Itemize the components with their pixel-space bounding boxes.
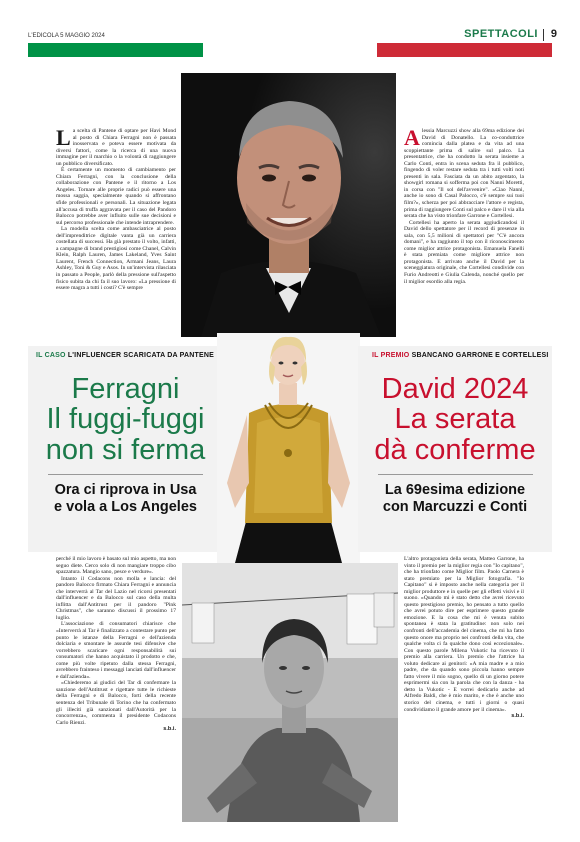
headline-line: David 2024 [381,373,529,405]
right-article-column-top [404,128,524,342]
headline-line: Il fuggi-fuggi [46,403,205,436]
photo-chiara-ferragni [217,333,360,563]
paragraph: Cortellesi ha aperto la serata aggiudicandosi il David dello spettatore per il record di presenze in sala, con 5,5 milioni di spettatori per "C'è ancora domani", e ha raggiunto il top con il riconoscimento come miglior attrice protagonista. Emanuela Fanelli è stata premiata come migliore attrice non protagonista. E arrivato anche il David per la sceneggiatura originale, che Cortellesi condivide con Furio Andreotti e Giulia Calenda, nonché quello per il miglior esordio alla regia. [404,219,524,285]
paragraph: L'altro protagonista della serata, Matteo Garrone, ha vinto il premio per la miglior regia con "Io capitano", che ha trionfato come Miglior film. Paolo Carnera è stato premiato per la Miglior fotografia. "Io Capitano" si è imposto anche nella categoria per il miglior produttore e in quelle per gli effetti visivi e il suono. «Quando mi è stato detto che avrei ricevuto questo prestigioso premio, ho pensato a tutto quello che avrei potuto dire per esprimere questo grande emozione. E la cosa che mi è venuta subito spontanea è stata la gratitudine: non solo nei confronti dell'accademia del cinema, che mi ha fatto questo onore ma proprio nei confronti della vita, che qualche volta ci fa qualche dono così eccezionale». Con questo parole Milena Vukotic ha ricevuto il premio alla carriera. Un premio che l'attrice ha voluto dedicare ai genitori: «A mia madre e a mio padre, che da quando sono piccola hanno sempre fatto vivere il mio sogno, quello di un giorno potere esprimermi sia con la parola che con la danza - ha detto la Vukotic - E vorrei dedicarlo anche ad Alfredo Baldi, che è mio marito, e che è anche uno storico del cinema, e tutti i giorni o quasi condividiamo il grande amore per il cinema». [404,556,524,713]
kicker-label: IL CASO [36,352,66,359]
portrait-illustration [217,333,360,563]
section-title: SPETTACOLI [464,28,538,40]
paragraph: lessia Marcuzzi show alla 69ma edizione dei David di Donatello. La co-conduttrice comincia dalla platea e da vita ad una scoppiettante prima di salire sul palco. La presentatrice, che ha condotto la serata insieme a Carlo Conti, entra in scena seduta fra il pubblico, fingendo di voler restare seduta tra i tutti volti noti presenti in sala. Fasciata da un abito argentato, la showgirl romana si sofferma poi con Nanni Moretti, in corsa con "Il sol dell'avvenire". «Ciao Nanni, anche io sono di Casal Palocco, c'è sempre sui tuoi film?», scherza per poi abbracciare l'attore e regista, prima di raggiungere Conti sul palco e dare il via alla serata che ha visto trionfare Garrone e Cortellesi. [404,128,524,220]
paragraph: L'associazione di consumatori chiarisce che «Interverrà al Tar è finalizzato a contestare punto per punto le istanze della Ferragni e dell'azienda dolciaria e smontare le assurde tesi difensive che vorrebbero scaricare ogni responsabilità sui consumatori che hanno acquistato il prodotto e che, come più volte ripetuto dalla stessa Ferragni, avrebbero frainteso i messaggi lanciati dall'influencer e dall'azienda». [56,621,176,680]
paragraph: Intanto il Codacons non molla e lancia: del pandoro Balocco firmato Chiara Ferragni e annuncia che interverrà al Tar del Lazio nel ricorsi presentati dall'influencer e da Balocco sul caso della multa inflitta dall'Antitrust per il pandoro "Pink Christmas", che saranno discussi il prossimo 17 luglio. [56,575,176,621]
left-article-column-bottom [56,556,176,816]
header-separator [543,29,544,41]
subhead-line: Ora ci riprova in Usa [54,482,197,498]
subhead-line: La 69esima edizione [384,482,526,498]
photo-matteo-garrone [181,73,396,337]
left-subhead [28,482,223,516]
paragraph: La modella scelta come ambasciatrice al posto dell'imprenditrice digitale vanta già un carriera costellata di successi. Ha già prestato il volto, infatti, a campagne di brand prestigiosi come Chanel, Calvin Klein, Ralph Lauren, James Lakeland, Yves Saint Laurent, French Connection, Armani Jeans, Laura Ashley, Toni & Guy e Asos. In un'intervista rilasciata in passato a People, parlò della pressione sull'aspetto fisico subita da chi fa il suo lavoro: «La pressione di essere magra a tutti i costi? C'è sempre [56,226,176,292]
paragraph: a scelta di Pantene di optare per Havi Mond al posto di Chiara Ferragni non è passata inosservata e poteva essere motivata da diversi fattori, come la ricerca di una nuova immagine per il marchio o la volontà di raggiungere un pubblico diversificato. [56,128,176,167]
headline-line: non si ferma [45,433,206,466]
subhead-line: e vola a Los Angeles [54,499,197,515]
paragraph: perché il mio lavoro è basato sul mio aspetto, ma non seguo diete. Cerco solo di non mangiare troppo cibo spazzatura. Mangio sano, pesce e verdure». [56,556,176,576]
italian-flag-stripe [28,43,552,57]
headline-line: La serata [394,403,516,436]
dropcap: L [56,128,71,150]
left-kicker [36,352,214,359]
right-headline-panel [358,346,552,552]
portrait-illustration [181,73,396,337]
masthead-date: L'EDICOLA 5 MAGGIO 2024 [28,33,105,39]
headline-line: dà conferme [374,433,536,466]
right-subhead [358,482,552,516]
divider [48,474,203,475]
author-signature: s.b.i. [163,726,176,733]
right-headline [358,374,552,465]
left-article-column-top [56,128,176,342]
paragraph: «Chiederemo ai giudici del Tar di confermare la sanzione dell'Antitrust e rigettare tutte le richieste della Ferragni e di Balocco, forti della recente sentenza del Tribunale di Torino che ha confermato gli illeciti già sanzionati dall'Autorità per la concorrenza», commenta il presidente Codacons Carlo Rienzi. [56,680,176,726]
photo-milena-vukotic [182,563,398,822]
page-number: 9 [550,28,557,40]
left-headline [28,374,223,465]
headline-line: Ferragni [71,373,180,405]
dropcap: A [404,128,420,150]
right-article-column-bottom [404,556,524,816]
kicker-text: SBANCANO GARRONE E CORTELLESI [411,352,549,359]
paragraph: È certamente un momento di cambiamento per Chiara Ferragni, con la conclusione della collaborazione con Pantene e il ritorno a Los Angeles. Tornare alle proprie radici può essere una mossa saggia, specialmente quando si affrontano sfide professionali e personali. La situazione legata all'accusa di truffa aggravata per il caso del Pandoro Balocco potrebbe aver influito sulle sue decisioni e sul percorso professionale che intende intraprendere. [56,167,176,226]
left-headline-panel [28,346,223,552]
right-kicker [372,352,548,359]
subhead-line: con Marcuzzi e Conti [382,499,528,515]
divider [378,474,533,475]
kicker-text: L'INFLUENCER SCARICATA DA PANTENE [67,352,215,359]
portrait-illustration [182,563,398,822]
author-signature: s.b.i. [511,713,524,720]
kicker-label: IL PREMIO [372,352,410,359]
